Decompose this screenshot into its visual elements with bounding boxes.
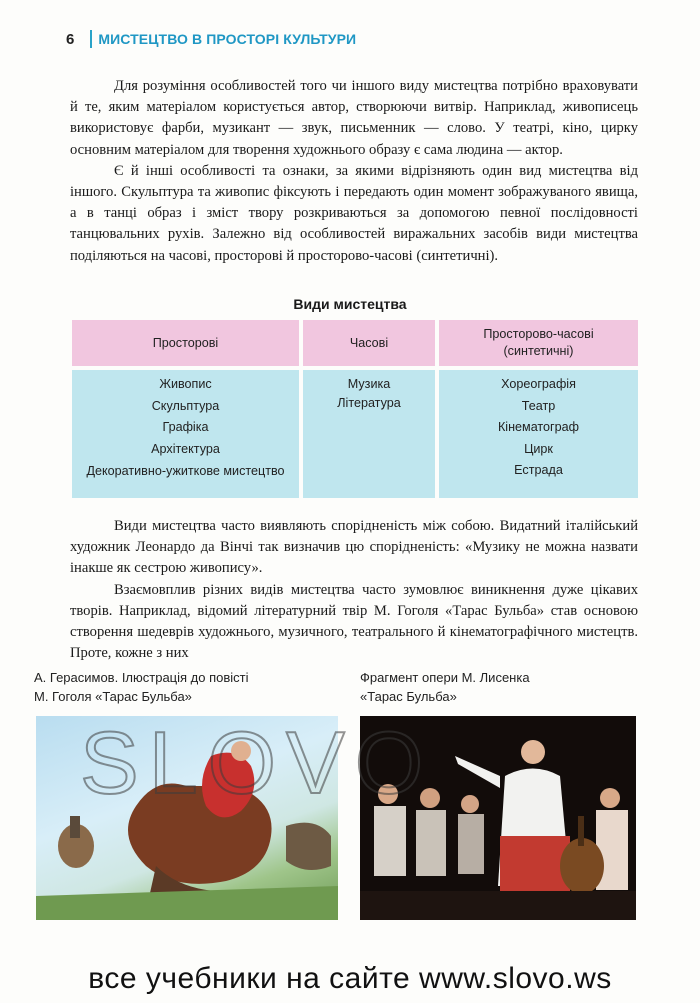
table-header-cell: Часові: [303, 320, 435, 366]
caption-opera: [360, 668, 530, 706]
footer-watermark: все учебники на сайте www.slovo.ws: [88, 962, 612, 995]
paragraph: Є й інші особливості та ознаки, за якими відрізняють один вид мистецтва від іншого. Скульптура та живопис фіксують і передають один момент зображуваного явища, а в танці образ і зміст твору розкриваються за допомогою певної послідовності танцювальних рухів. Залежно від особливостей виражальних засобів види мистецтва поділяються на часові, просторові й просторово-часові (синтетичні).: [70, 162, 638, 264]
caption-line: Фрагмент опери М. Лисенка: [360, 670, 530, 685]
table-cell-item: Театр: [521, 398, 556, 413]
caption-painting: [34, 668, 249, 706]
table-cell-item: Живопис: [159, 377, 212, 391]
table-cell-item: Література: [337, 395, 401, 410]
table-cell-item: Естрада: [514, 463, 563, 477]
caption-line: «Тарас Бульба»: [360, 689, 457, 704]
body-text-bottom: [70, 516, 638, 664]
table-cell-item: Скульптура: [151, 398, 220, 413]
table-header-cell: Просторові: [72, 320, 299, 366]
header-divider: [90, 30, 92, 48]
page-header: [66, 28, 356, 50]
table-cell-item: Графіка: [162, 420, 209, 434]
caption-line: А. Герасимов. Ілюстрація до повісті: [34, 670, 249, 685]
table-cell-item: Цирк: [524, 441, 553, 456]
paragraph: Види мистецтва часто виявляють спорідненість між собою. Видатний італійський художник Леонардо да Вінчі так визначив цю спорідненість: «Музику не можна назвати інакше як сестрою живопису».: [70, 518, 638, 577]
paragraph: Взаємовплив різних видів мистецтва часто зумовлює виникнення дуже цікавих творів. Наприклад, відомий літературний твір М. Гоголя «Тарас Бульба» став основою створення шедеврів художнього, музичного, театрального й кінематографічного мистецтв. Проте, кожне з них: [70, 581, 638, 662]
watermark-overlay: SLOVO: [80, 713, 434, 812]
table-cell-item: Декоративно-ужиткове мистецтво: [86, 464, 285, 478]
table-cell-item: Архітектура: [151, 441, 220, 456]
table-header-cell: [439, 320, 638, 366]
table-cell-item: Хореографія: [501, 377, 576, 391]
table-column-temporal: [303, 370, 435, 498]
table-column-spatial: [72, 370, 299, 498]
table-title: Види мистецтва: [293, 296, 407, 312]
table-cell-item: Музика: [347, 377, 391, 391]
table-cell-item: Кінематограф: [497, 420, 580, 434]
art-types-table: [72, 320, 638, 498]
header-text: Просторово-часові (синтетичні): [483, 327, 594, 358]
caption-line: М. Гоголя «Тарас Бульба»: [34, 689, 192, 704]
page-number: 6: [66, 30, 75, 48]
paragraph: Для розуміння особливостей того чи іншого виду мистецтва потрібно враховувати й те, яким матеріалом користується автор, створюючи витвір. Наприклад, живописець використовує фарби, музикант — звук, письменник — слово. У театрі, кіно, цирку основним матеріалом для творення художнього образу є сама людина — актор.: [70, 78, 638, 158]
body-text-top: [70, 76, 638, 267]
table-column-synthetic: [439, 370, 638, 498]
running-title: МИСТЕЦТВО В ПРОСТОРІ КУЛЬТУРИ: [98, 31, 357, 47]
